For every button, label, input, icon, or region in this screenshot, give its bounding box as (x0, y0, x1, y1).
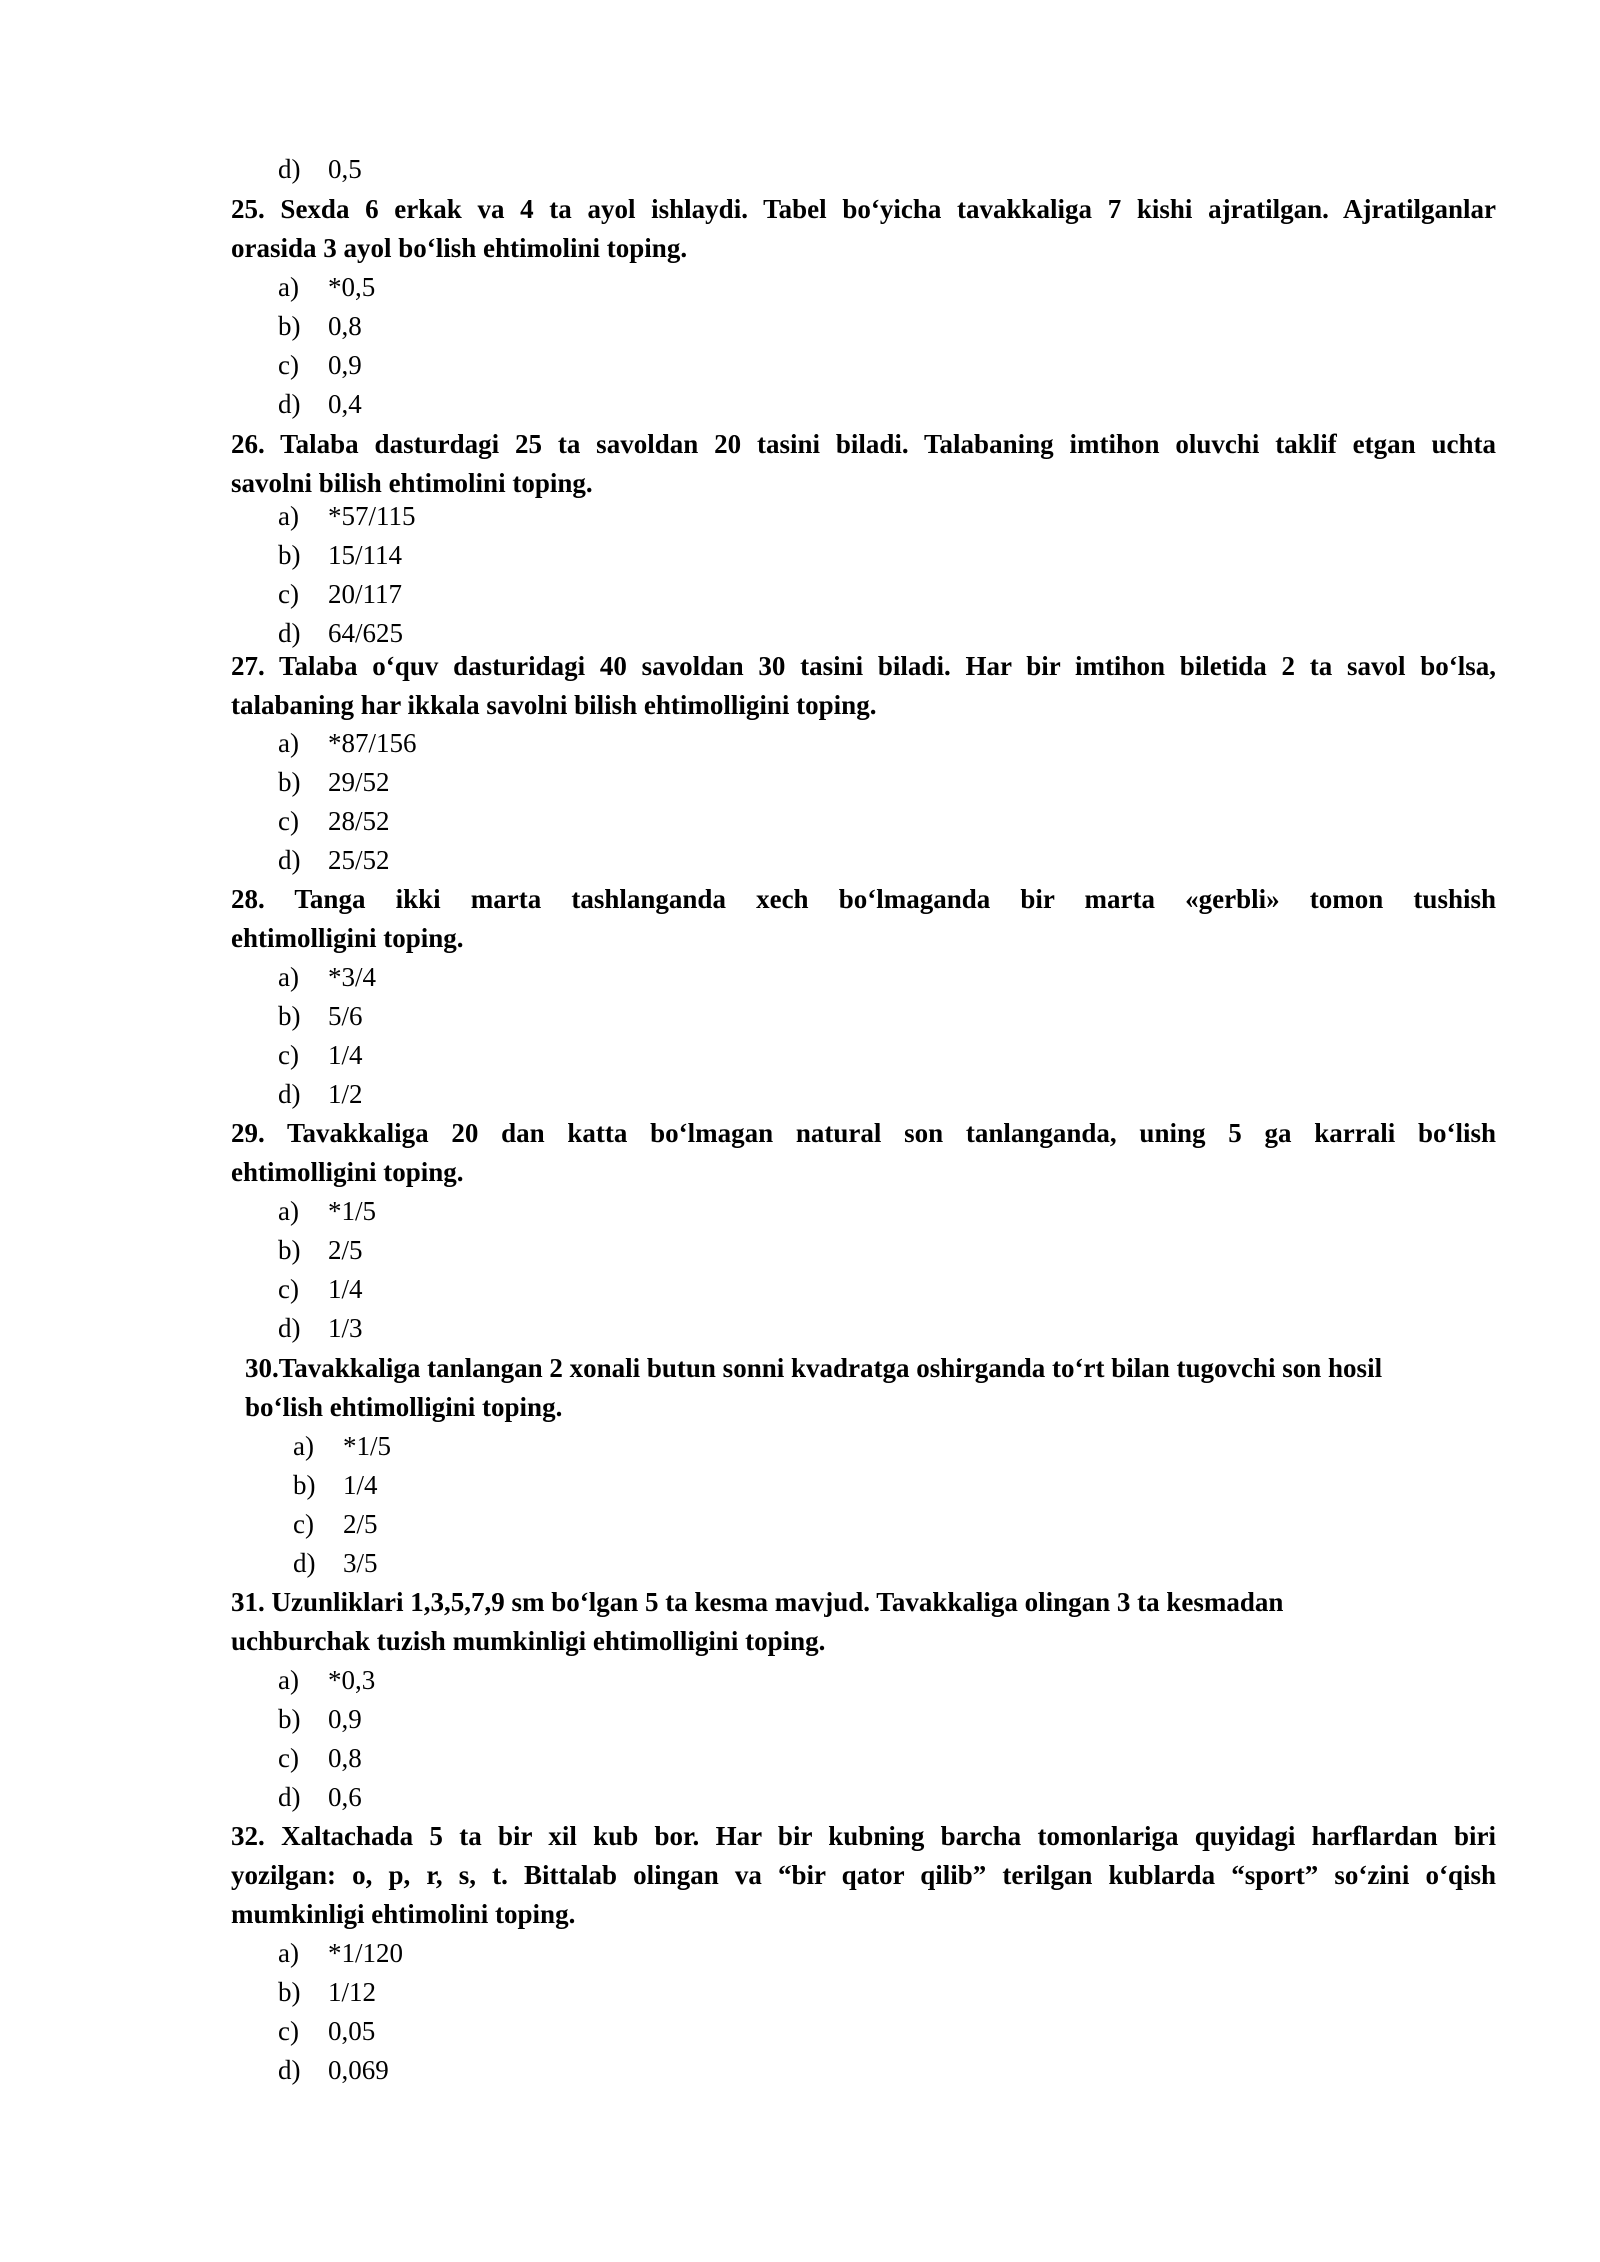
option-letter: b) (278, 1001, 301, 1031)
option-30-b (293, 1466, 378, 1505)
question-28 (231, 880, 1496, 958)
question-27 (231, 647, 1496, 725)
option-letter: d) (278, 1079, 301, 1109)
question-32-line-1: 32. Xaltachada 5 ta bir xil kub bor. Har bir kubning barcha tomonlariga quyidagi harflardan biri (231, 1821, 1496, 1851)
question-26-line-2: savolni bilish ehtimolini toping. (231, 468, 593, 498)
option-value: 3/5 (343, 1548, 378, 1578)
option-value: 0,4 (328, 389, 362, 419)
option-value: 0,9 (328, 350, 362, 380)
option-26-c (278, 575, 402, 614)
option-value: *57/115 (328, 501, 416, 531)
option-letter: d) (293, 1548, 316, 1578)
option-letter: b) (278, 311, 301, 341)
option-letter: d) (278, 618, 301, 648)
question-26-line-1: 26. Talaba dasturdagi 25 ta savoldan 20 tasini biladi. Talabaning imtihon oluvchi taklif etgan uchta (231, 429, 1496, 459)
option-29-b (278, 1231, 363, 1270)
option-letter: b) (278, 1704, 301, 1734)
option-value: 2/5 (343, 1509, 378, 1539)
option-27-d (278, 841, 390, 880)
option-letter: d) (278, 1782, 301, 1812)
option-letter: a) (278, 1665, 299, 1695)
option-28-d (278, 1075, 363, 1114)
option-value: 20/117 (328, 579, 402, 609)
option-29-d (278, 1309, 363, 1348)
option-letter: c) (278, 2016, 299, 2046)
option-value: 15/114 (328, 540, 402, 570)
option-letter: b) (278, 540, 301, 570)
option-value: 64/625 (328, 618, 404, 648)
option-letter: b) (278, 767, 301, 797)
option-letter: c) (278, 579, 299, 609)
option-25-a (278, 268, 375, 307)
option-letter: a) (293, 1431, 314, 1461)
option-value: 2/5 (328, 1235, 363, 1265)
question-32-line-3: mumkinligi ehtimolini toping. (231, 1899, 576, 1929)
option-value: *87/156 (328, 728, 417, 758)
option-letter: b) (293, 1470, 316, 1500)
option-value: 1/4 (343, 1470, 378, 1500)
question-31 (231, 1583, 1496, 1661)
option-31-a (278, 1661, 375, 1700)
option-value: 29/52 (328, 767, 390, 797)
option-value: *1/5 (343, 1431, 392, 1461)
option-25-d (278, 385, 362, 424)
option-value: 1/4 (328, 1274, 363, 1304)
option-28-b (278, 997, 363, 1036)
option-letter: c) (278, 350, 299, 380)
question-27-line-2: talabaning har ikkala savolni bilish ehtimolligini toping. (231, 690, 877, 720)
question-31-line-2: uchburchak tuzish mumkinligi ehtimolligini toping. (231, 1626, 826, 1656)
option-value: *0,5 (328, 272, 376, 302)
option-30-c (293, 1505, 378, 1544)
option-29-c (278, 1270, 363, 1309)
question-28-line-1: 28. Tanga ikki marta tashlanganda xech bo‘lmaganda bir marta «gerbli» tomon tushish (231, 884, 1496, 914)
option-value: 0,069 (328, 2055, 389, 2085)
option-value: 0,05 (328, 2016, 376, 2046)
option-value: *3/4 (328, 962, 377, 992)
option-31-d (278, 1778, 362, 1817)
option-letter: c) (278, 1040, 299, 1070)
question-29-line-1: 29. Tavakkaliga 20 dan katta bo‘lmagan natural son tanlanganda, uning 5 ga karrali bo‘lish (231, 1118, 1496, 1148)
option-letter: d) (278, 845, 301, 875)
question-25-line-2: orasida 3 ayol bo‘lish ehtimolini toping. (231, 233, 688, 263)
question-32 (231, 1817, 1496, 1934)
option-26-a (278, 497, 416, 536)
option-31-b (278, 1700, 362, 1739)
option-letter: a) (278, 1196, 299, 1226)
option-24-d (278, 150, 362, 189)
option-letter: b) (278, 1977, 301, 2007)
option-letter: b) (278, 1235, 301, 1265)
question-26 (231, 425, 1496, 503)
option-27-b (278, 763, 390, 802)
option-27-a (278, 724, 417, 763)
option-value: 1/12 (328, 1977, 377, 2007)
question-30-line-2: bo‘lish ehtimolligini toping. (245, 1392, 563, 1422)
option-30-a (293, 1427, 391, 1466)
option-30-d (293, 1544, 378, 1583)
question-32-line-2: yozilgan: o, p, r, s, t. Bittalab olingan va “bir qator qilib” terilgan kublarda “sport” so‘zini o‘qish (231, 1860, 1496, 1890)
question-27-line-1: 27. Talaba o‘quv dasturidagi 40 savoldan 30 tasini biladi. Har bir imtihon biletida 2 ta savol bo‘lsa, (231, 651, 1496, 681)
option-letter: a) (278, 501, 299, 531)
option-27-c (278, 802, 390, 841)
option-value: 0,8 (328, 1743, 362, 1773)
option-value: 0,9 (328, 1704, 362, 1734)
option-value: *0,3 (328, 1665, 376, 1695)
option-29-a (278, 1192, 376, 1231)
option-letter: c) (293, 1509, 314, 1539)
option-32-c (278, 2012, 375, 2051)
question-28-line-2: ehtimolligini toping. (231, 923, 464, 953)
option-value: 0,5 (328, 154, 362, 184)
option-value: 28/52 (328, 806, 390, 836)
question-29-line-2: ehtimolligini toping. (231, 1157, 464, 1187)
option-28-a (278, 958, 376, 997)
option-letter: d) (278, 389, 301, 419)
question-30 (245, 1349, 1510, 1427)
option-value: 1/3 (328, 1313, 363, 1343)
option-25-b (278, 307, 362, 346)
option-letter: c) (278, 806, 299, 836)
option-value: *1/120 (328, 1938, 404, 1968)
question-25-line-1: 25. Sexda 6 erkak va 4 ta ayol ishlaydi. Tabel bo‘yicha tavakkaliga 7 kishi ajratilgan. Ajratilganlar (231, 194, 1496, 224)
option-letter: d) (278, 154, 301, 184)
option-32-d (278, 2051, 389, 2090)
option-value: 25/52 (328, 845, 390, 875)
option-letter: d) (278, 2055, 301, 2085)
option-letter: a) (278, 962, 299, 992)
option-32-b (278, 1973, 376, 2012)
option-28-c (278, 1036, 363, 1075)
option-letter: c) (278, 1274, 299, 1304)
option-26-b (278, 536, 402, 575)
option-value: 1/2 (328, 1079, 363, 1109)
option-letter: d) (278, 1313, 301, 1343)
option-32-a (278, 1934, 403, 1973)
option-value: 5/6 (328, 1001, 363, 1031)
option-value: 1/4 (328, 1040, 363, 1070)
option-25-c (278, 346, 362, 385)
option-value: 0,8 (328, 311, 362, 341)
option-31-c (278, 1739, 362, 1778)
option-letter: a) (278, 728, 299, 758)
option-letter: a) (278, 1938, 299, 1968)
question-25 (231, 190, 1496, 268)
option-value: *1/5 (328, 1196, 377, 1226)
question-29 (231, 1114, 1496, 1192)
option-letter: c) (278, 1743, 299, 1773)
option-value: 0,6 (328, 1782, 362, 1812)
question-30-line-1: 30.Tavakkaliga tanlangan 2 xonali butun sonni kvadratga oshirganda to‘rt bilan tugovchi son hosil (245, 1353, 1383, 1383)
option-letter: a) (278, 272, 299, 302)
question-31-line-1: 31. Uzunliklari 1,3,5,7,9 sm bo‘lgan 5 ta kesma mavjud. Tavakkaliga olingan 3 ta kesmadan (231, 1587, 1284, 1617)
